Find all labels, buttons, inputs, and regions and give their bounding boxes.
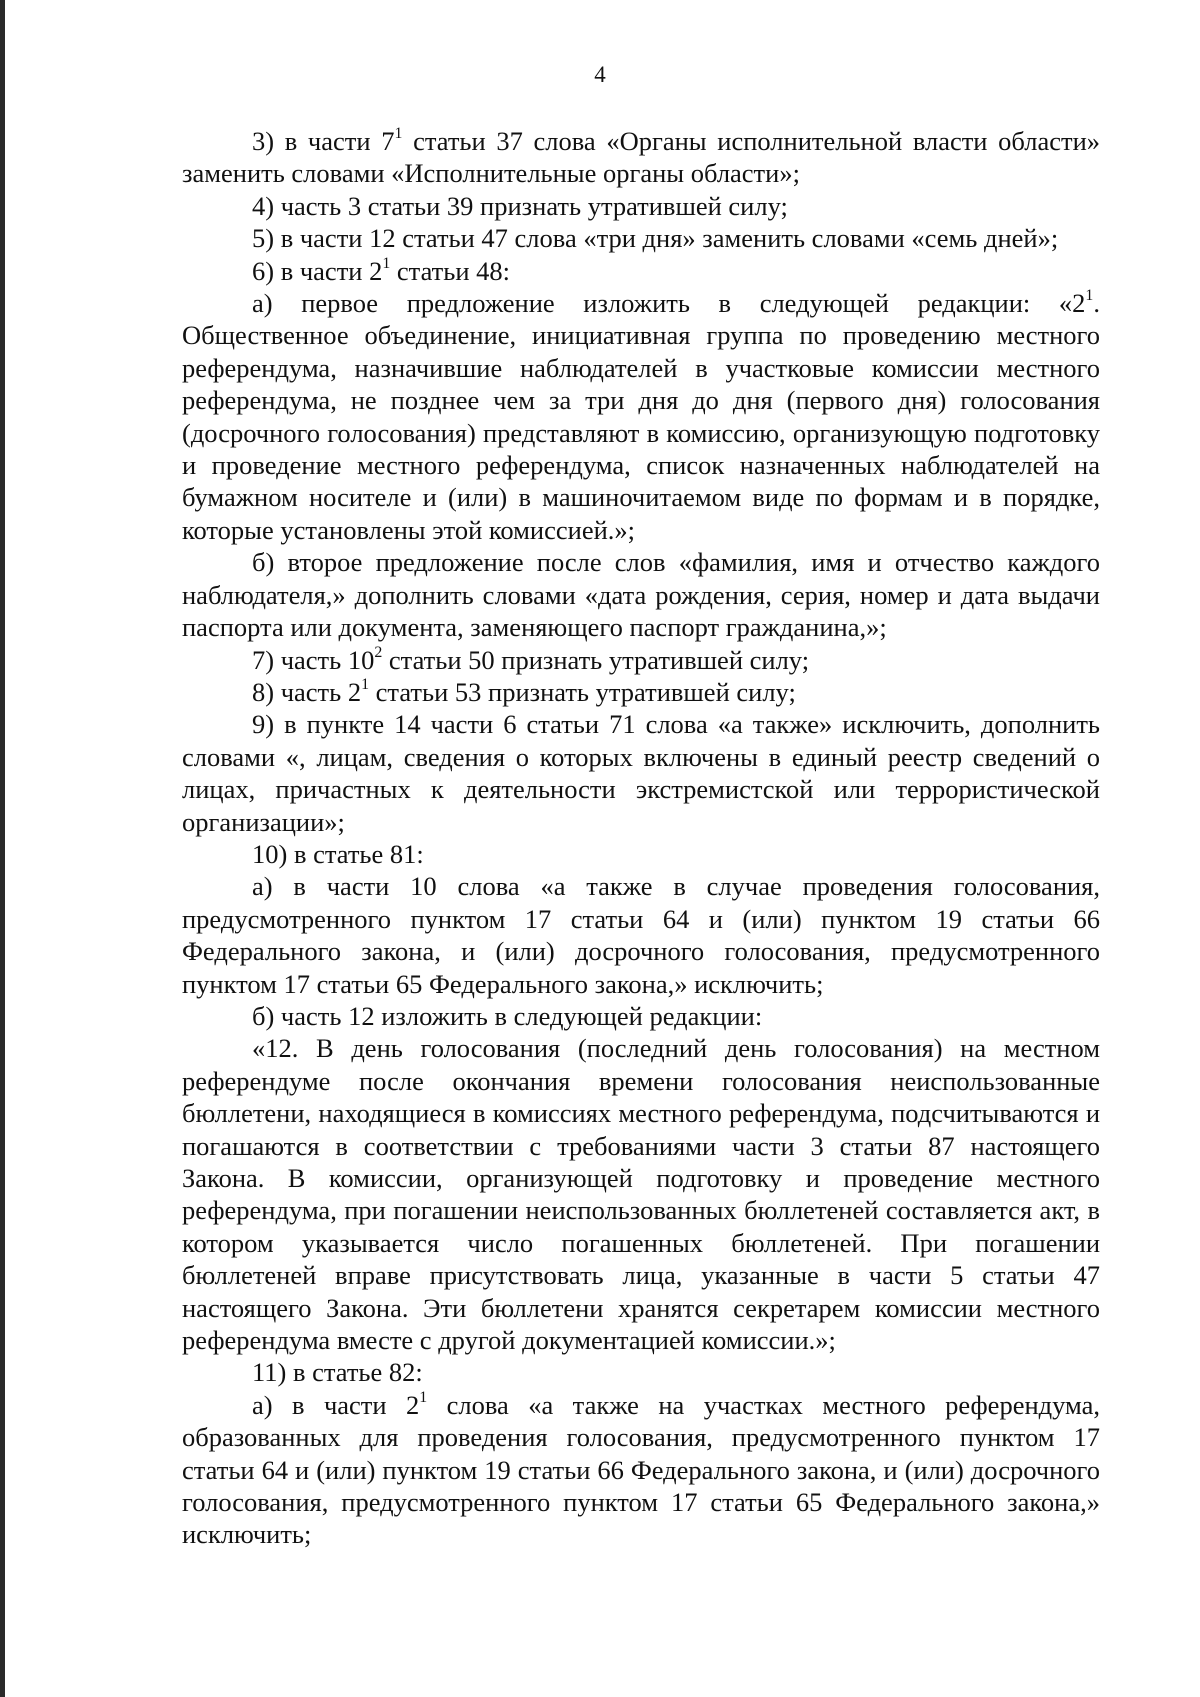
paragraph-item-10a: а) в части 10 слова «а также в случае проведения голосования, предусмотренного пунктом 17 статьи 64 и (или) пунктом 19 статьи 66 Федерального закона, и (или) досрочного голосования, предусмотренного пунктом 17 статьи 65 Федерального закона,» исключить; bbox=[182, 871, 1100, 999]
superscript: 1 bbox=[382, 254, 391, 272]
paragraph-item-10: 10) в статье 81: bbox=[252, 838, 424, 869]
page-number: 4 bbox=[594, 62, 606, 87]
paragraph-item-9: 9) в пункте 14 части 6 статьи 71 слова «а также» исключить, дополнить словами «, лицам, сведения о которых включены в единый реестр сведений о лицах, причастных к деятельности экстремистской или террористической организации»; bbox=[182, 709, 1100, 837]
paragraph-item-3: 3) в части $7^1$ статьи 37 слова «Органы исполнительной власти области» заменить словами «Исполнительные органы области»; bbox=[182, 125, 1100, 189]
paragraph-item-11: 11) в статье 82: bbox=[252, 1357, 423, 1388]
paragraph-item-4: 4) часть 3 статьи 39 признать утратившей силу; bbox=[252, 190, 788, 221]
paragraph-item-11a: а) в части $2^1$ слова «а также на участках местного референдума, образованных для проведения голосования, предусмотренного пунктом 17 статьи 64 и (или) пунктом 19 статьи 66 Федерального закона, и (или) досрочного голосования, предусмотренного пунктом 17 статьи 65 Федерального закона,» исключить; bbox=[182, 1388, 1100, 1550]
paragraph-item-6: 6) в части $2^1$ статьи 48: bbox=[252, 254, 510, 286]
superscript: 2 bbox=[374, 643, 383, 661]
paragraph-item-7: 7) часть $10^2$ статьи 50 признать утратившей силу; bbox=[252, 643, 810, 675]
superscript: 1 bbox=[361, 675, 370, 693]
paragraph-item-5: 5) в части 12 статьи 47 слова «три дня» заменить словами «семь дней»; bbox=[252, 223, 1059, 254]
superscript: 1 bbox=[419, 1388, 428, 1406]
document-body bbox=[182, 125, 1100, 1551]
paragraph-item-8: 8) часть $2^1$ статьи 53 признать утратившей силу; bbox=[252, 675, 796, 707]
paragraph-item-10b: б) часть 12 изложить в следующей редакции: bbox=[252, 1000, 763, 1031]
superscript: 1 bbox=[394, 125, 403, 143]
paragraph-quoted-part-12: «12. В день голосования (последний день голосования) на местном референдуме после окончания времени голосования неиспользованные бюллетени, находящиеся в комиссиях местного референдума, подсчитываются и погашаются в соответствии с требованиями части 3 статьи 87 настоящего Закона. В комиссии, организующей подготовку и проведение местного референдума, при погашении неиспользованных бюллетеней составляется акт, в котором указывается число погашенных бюллетеней. При погашении бюллетеней вправе присутствовать лица, указанные в части 5 статьи 47 настоящего Закона. Эти бюллетени хранятся секретарем комиссии местного референдума вместе с другой документацией комиссии.»; bbox=[182, 1033, 1100, 1356]
paragraph-item-6b: б) второе предложение после слов «фамилия, имя и отчество каждого наблюдателя,» дополнить словами «дата рождения, серия, номер и дата выдачи паспорта или документа, заменяющего паспорт гражданина,»; bbox=[182, 547, 1100, 643]
paragraph-item-6a: а) первое предложение изложить в следующей редакции: «$2^1$. Общественное объединение, инициативная группа по проведению местного референдума, назначившие наблюдателей в участковые комиссии местного референдума, не позднее чем за три дня до дня (первого дня) голосования (досрочного голосования) представляют в комиссию, организующую подготовку и проведение местного референдума, список назначенных наблюдателей на бумажном носителе и (или) в машиночитаемом виде по формам и в порядке, которые установлены этой комиссией.»; bbox=[182, 287, 1100, 545]
superscript: 1 bbox=[1085, 287, 1094, 305]
